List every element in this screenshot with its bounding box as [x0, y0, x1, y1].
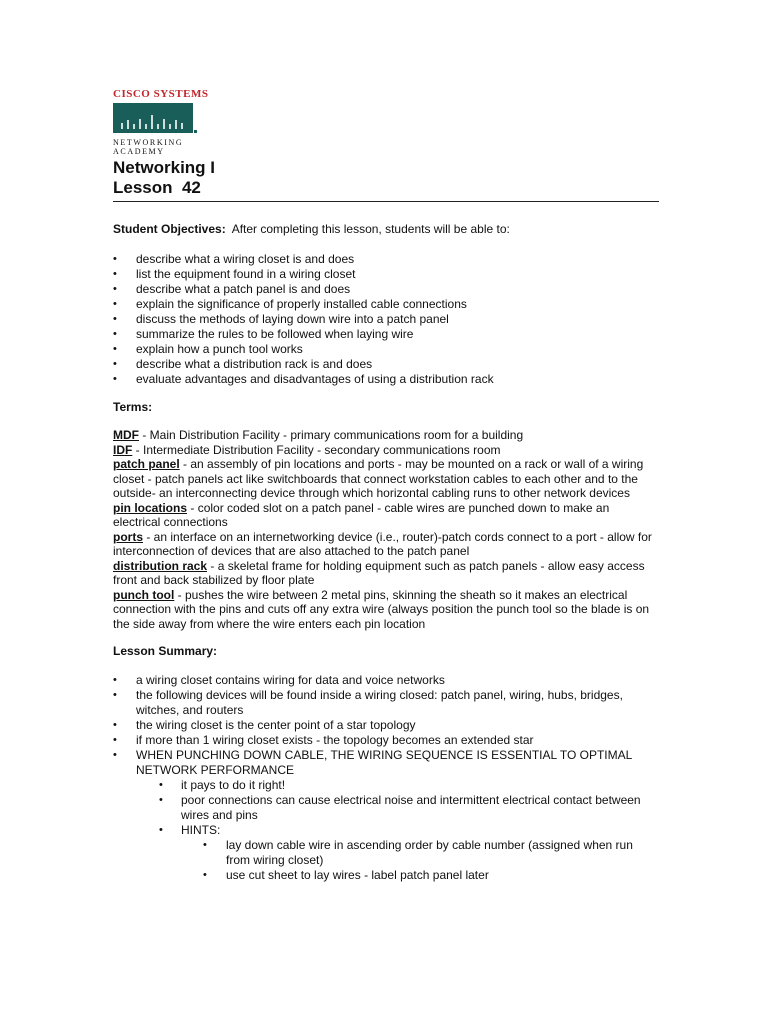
term-definition — [113, 457, 658, 501]
bullet-icon: • — [113, 328, 117, 340]
summary-item — [113, 688, 658, 718]
objectives-intro — [113, 222, 658, 237]
summary-item — [113, 673, 658, 688]
objectives-intro-text: After completing this lesson, students will be able to: — [225, 222, 510, 236]
objective-item-text: evaluate advantages and disadvantages of using a distribution rack — [136, 372, 494, 386]
hints-list — [113, 838, 658, 883]
summary-item — [113, 733, 658, 748]
bullet-icon: • — [159, 779, 163, 791]
objective-item — [113, 252, 658, 267]
summary-item-text: the following devices will be found inside a wiring closed: patch panel, wiring, hubs, bridges, witches, and routers — [136, 688, 623, 717]
bullet-icon: • — [113, 343, 117, 355]
term-name: pin locations — [113, 500, 188, 515]
summary-item-text: WHEN PUNCHING DOWN CABLE, THE WIRING SEQUENCE IS ESSENTIAL TO OPTIMAL NETWORK PERFORMANCE — [136, 748, 632, 777]
objective-item-text: describe what a wiring closet is and does — [136, 252, 355, 266]
cisco-bridge-icon — [113, 103, 197, 134]
summary-item — [113, 718, 658, 733]
term-separator: - — [179, 457, 191, 471]
term-separator: - — [207, 558, 218, 573]
summary-sub-item-text: HINTS: — [181, 823, 221, 837]
bullet-icon: • — [113, 674, 117, 686]
objective-item — [113, 327, 658, 342]
summary-item — [113, 748, 658, 778]
term-definition-text: Main Distribution Facility - primary communications room for a building — [149, 428, 524, 442]
bullet-icon: • — [113, 358, 117, 370]
objective-item-text: list the equipment found in a wiring closet — [136, 267, 356, 281]
document-page — [113, 88, 658, 883]
bullet-icon: • — [113, 689, 117, 701]
term-definition-text: pushes the wire between 2 metal pins, skinning the sheath so it makes an electrical connection with the pins and cuts off any extra wire (always position the punch tool so the blade is on the side away from where the wire enters each pin location — [113, 587, 650, 631]
summary-sub-item — [113, 823, 658, 838]
term-name: ports — [113, 529, 143, 544]
term-definition-text: an assembly of pin locations and ports - may be mounted on a rack or wall of a wiring closet - patch panels act like switchboards that connect workstation cables to each other and to the outside- an interconnecting device through which horizontal cabling runs to other network devices — [113, 457, 644, 500]
term-separator: - — [174, 587, 185, 602]
term-definition-text: color coded slot on a patch panel - cable wires are punched down to make an electrical connections — [113, 500, 610, 529]
logo-subtitle-line1: NETWORKING — [113, 138, 184, 147]
bullet-icon: • — [113, 373, 117, 385]
bullet-icon: • — [159, 824, 163, 836]
logo-subtitle-line2: ACADEMY — [113, 147, 165, 156]
term-separator: - — [187, 500, 198, 515]
summary-item-text: the wiring closet is the center point of a star topology — [136, 718, 416, 732]
bullet-icon: • — [113, 268, 117, 280]
summary-sub-item-text: it pays to do it right! — [181, 778, 286, 792]
term-name: punch tool — [113, 587, 175, 602]
objectives-list — [113, 252, 658, 387]
bullet-icon: • — [203, 869, 207, 881]
term-definition — [113, 530, 658, 559]
cisco-networking-academy-logo — [113, 88, 213, 158]
term-definition — [113, 588, 658, 632]
objective-item-text: describe what a distribution rack is and does — [136, 357, 373, 371]
objective-item-text: discuss the methods of laying down wire into a patch panel — [136, 312, 449, 326]
objective-item-text: explain the significance of properly installed cable connections — [136, 297, 467, 311]
summary-item-text: a wiring closet contains wiring for data and voice networks — [136, 673, 445, 687]
course-title: Networking I — [113, 158, 216, 177]
bullet-icon: • — [159, 794, 163, 806]
bullet-icon: • — [113, 734, 117, 746]
summary-list — [113, 673, 658, 778]
hint-item-text: use cut sheet to lay wires - label patch panel later — [226, 868, 489, 882]
terms-heading: Terms: — [113, 400, 153, 414]
bullet-icon: • — [113, 253, 117, 265]
term-definition-text: Intermediate Distribution Facility - secondary communications room — [143, 442, 501, 457]
term-name: IDF — [113, 442, 133, 457]
term-definition — [113, 443, 658, 458]
objective-item-text: describe what a patch panel is and does — [136, 282, 351, 296]
bullet-icon: • — [113, 719, 117, 731]
bullet-icon: • — [113, 749, 117, 761]
bullet-icon: • — [113, 298, 117, 310]
objective-item — [113, 372, 658, 387]
objective-item — [113, 342, 658, 357]
hint-item — [113, 868, 658, 883]
term-name: MDF — [113, 428, 139, 442]
term-definition — [113, 428, 658, 443]
terms-list — [113, 428, 658, 631]
objective-item — [113, 267, 658, 282]
objective-item — [113, 357, 658, 372]
logo-brand: CISCO SYSTEMS — [113, 88, 209, 100]
hint-item — [113, 838, 658, 868]
bullet-icon: • — [113, 283, 117, 295]
term-separator: - — [139, 428, 150, 442]
objective-item-text: explain how a punch tool works — [136, 342, 303, 356]
term-name: distribution rack — [113, 558, 208, 573]
lesson-title: Lesson 42 — [113, 178, 201, 197]
objectives-heading: Student Objectives: — [113, 222, 226, 236]
bullet-icon: • — [203, 839, 207, 851]
term-definition-text: a skeletal frame for holding equipment such as patch panels - allow easy access front and back stabilized by floor plate — [113, 558, 645, 587]
term-definition-text: an interface on an internetworking device (i.e., router)-patch cords connect to a port - allow for interconnection of devices that are also attached to the patch panel — [113, 529, 652, 558]
objective-item — [113, 312, 658, 327]
objective-item — [113, 297, 658, 312]
term-separator: - — [132, 442, 144, 457]
term-separator: - — [143, 529, 154, 544]
summary-sub-item — [113, 793, 658, 823]
objective-item — [113, 282, 658, 297]
header-divider — [113, 201, 659, 202]
term-name: patch panel — [113, 457, 180, 471]
bullet-icon: • — [113, 313, 117, 325]
summary-item-text: if more than 1 wiring closet exists - the topology becomes an extended star — [136, 733, 534, 747]
summary-heading: Lesson Summary: — [113, 644, 218, 658]
summary-sub-item-text: poor connections can cause electrical noise and intermittent electrical contact between wires and pins — [181, 793, 641, 822]
term-definition — [113, 559, 658, 588]
term-definition — [113, 501, 658, 530]
hint-item-text: lay down cable wire in ascending order by cable number (assigned when run from wiring closet) — [226, 838, 633, 867]
summary-sub-list — [113, 778, 658, 838]
objective-item-text: summarize the rules to be followed when laying wire — [136, 327, 414, 341]
summary-sub-item — [113, 778, 658, 793]
